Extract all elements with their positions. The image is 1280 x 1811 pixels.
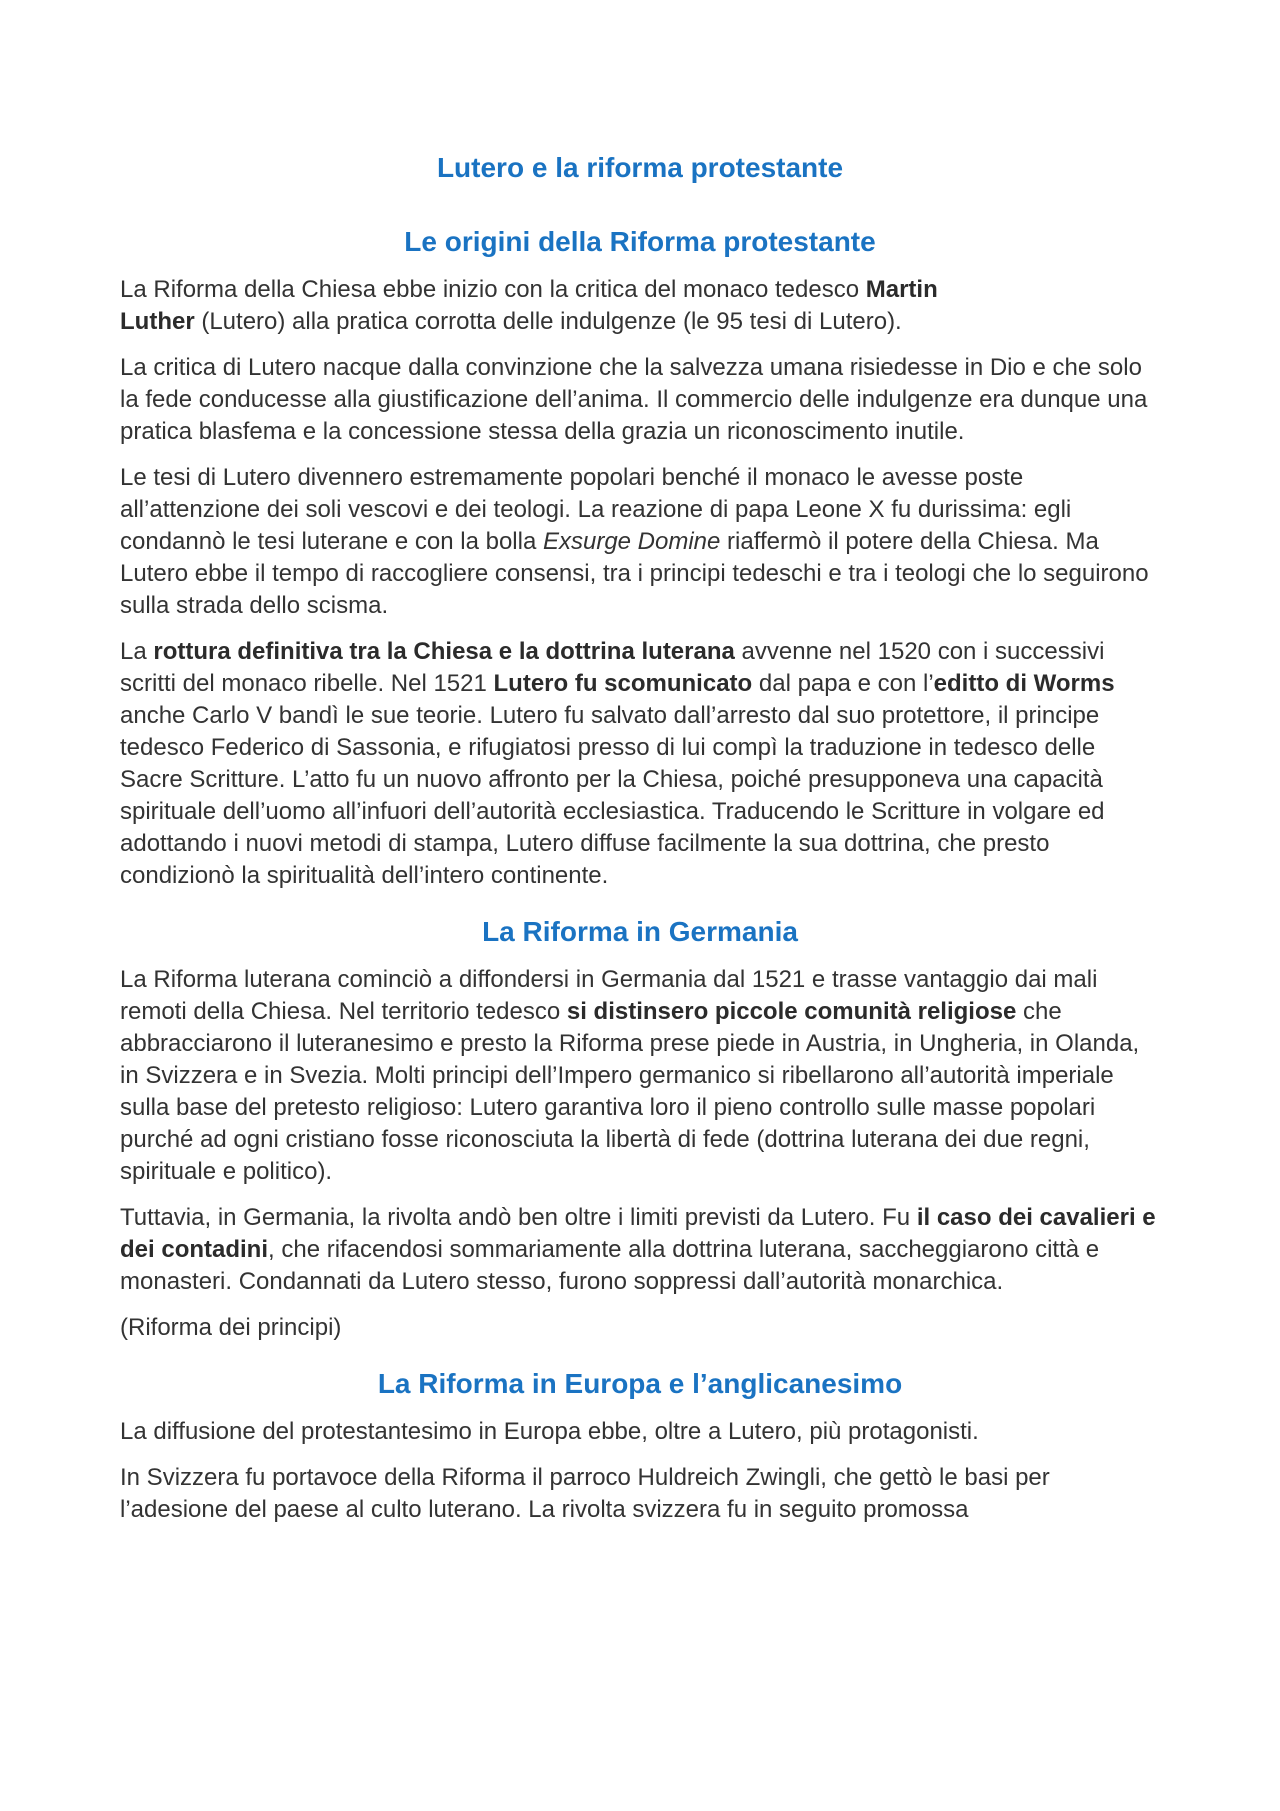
section-heading-europa: La Riforma in Europa e l’anglicanesimo xyxy=(377,1368,903,1399)
emphasis: editto di Worms xyxy=(933,670,1115,697)
paragraph: La diffusione del protestantesimo in Europa ebbe, oltre a Lutero, più protagonisti. xyxy=(120,1418,979,1445)
emphasis: Martin Luther xyxy=(120,276,938,335)
paragraph: In Svizzera fu portavoce della Riforma il parroco Huldreich Zwingli, che gettò le basi per l’adesione del paese al culto luterano. La rivolta svizzera fu in seguito promossa xyxy=(120,1464,1050,1523)
paragraph: Le tesi di Lutero divennero estremamente popolari benché il monaco le avesse poste all’attenzione dei soli vescovi e dei teologi. La reazione di papa Leone X fu durissima: egli condannò le tesi luterane e con la bolla Exsurge Domine riaffermò il potere della Chiesa. Ma Lutero ebbe il tempo di raccogliere consensi, tra i principi tedeschi e tra i teologi che lo seguirono sulla strada dello scisma. xyxy=(120,464,1149,619)
document-title: Lutero e la riforma protestante xyxy=(436,152,844,183)
section-heading-origini: Le origini della Riforma protestante xyxy=(404,226,876,257)
emphasis: rottura definitiva tra la Chiesa e la dottrina luterana xyxy=(153,638,735,665)
paragraph: La Riforma della Chiesa ebbe inizio con la critica del monaco tedesco Martin Luther (Lutero) alla pratica corrotta delle indulgenze (le 95 tesi di Lutero). xyxy=(120,276,938,335)
paragraph: La rottura definitiva tra la Chiesa e la dottrina luterana avvenne nel 1520 con i successivi scritti del monaco ribelle. Nel 1521 Lutero fu scomunicato dal papa e con l’editto di Worms anche Carlo V bandì le sue teorie. Lutero fu salvato dall’arresto dal suo protettore, il principe tedesco Federico di Sassonia, e rifugiatosi presso di lui compì la traduzione in tedesco delle Sacre Scritture. L’atto fu un nuovo affronto per la Chiesa, poiché presupponeva una capacità spirituale dell’uomo all’infuori dell’autorità ecclesiastica. Traducendo le Scritture in volgare ed adottando i nuovi metodi di stampa, Lutero diffuse facilmente la sua dottrina, che presto condizionò la spiritualità dell’intero continente. xyxy=(120,638,1115,889)
italic-title: Exsurge Domine xyxy=(542,528,721,555)
emphasis: si distinsero piccole comunità religiose xyxy=(566,998,1017,1025)
paragraph: La Riforma luterana cominciò a diffondersi in Germania dal 1521 e trasse vantaggio dai mali remoti della Chiesa. Nel territorio tedesco si distinsero piccole comunità religiose che abbracciarono il luteranesimo e presto la Riforma prese piede in Austria, in Ungheria, in Olanda, in Svizzera e in Svezia. Molti principi dell’Impero germanico si ribellarono all’autorità imperiale sulla base del pretesto religioso: Lutero garantiva loro il pieno controllo sulle masse popolari purché ad ogni cristiano fosse riconosciuta la libertà di fede (dottrina luterana dei due regni, spirituale e politico). xyxy=(120,966,1140,1185)
paragraph: (Riforma dei principi) xyxy=(120,1314,342,1341)
section-heading-germania: La Riforma in Germania xyxy=(482,916,798,947)
paragraph: Tuttavia, in Germania, la rivolta andò ben oltre i limiti previsti da Lutero. Fu il caso dei cavalieri e dei contadini, che rifacendosi sommariamente alla dottrina luterana, saccheggiarono città e monasteri. Condannati da Lutero stesso, furono soppressi dall’autorità monarchica. xyxy=(120,1204,1156,1295)
emphasis: il caso dei cavalieri e dei contadini xyxy=(120,1204,1156,1263)
paragraph: La critica di Lutero nacque dalla convinzione che la salvezza umana risiedesse in Dio e che solo la fede conducesse alla giustificazione dell’anima. Il commercio delle indulgenze era dunque una pratica blasfema e la concessione stessa della grazia un riconoscimento inutile. xyxy=(120,354,1148,445)
emphasis: Lutero fu scomunicato xyxy=(493,670,753,697)
